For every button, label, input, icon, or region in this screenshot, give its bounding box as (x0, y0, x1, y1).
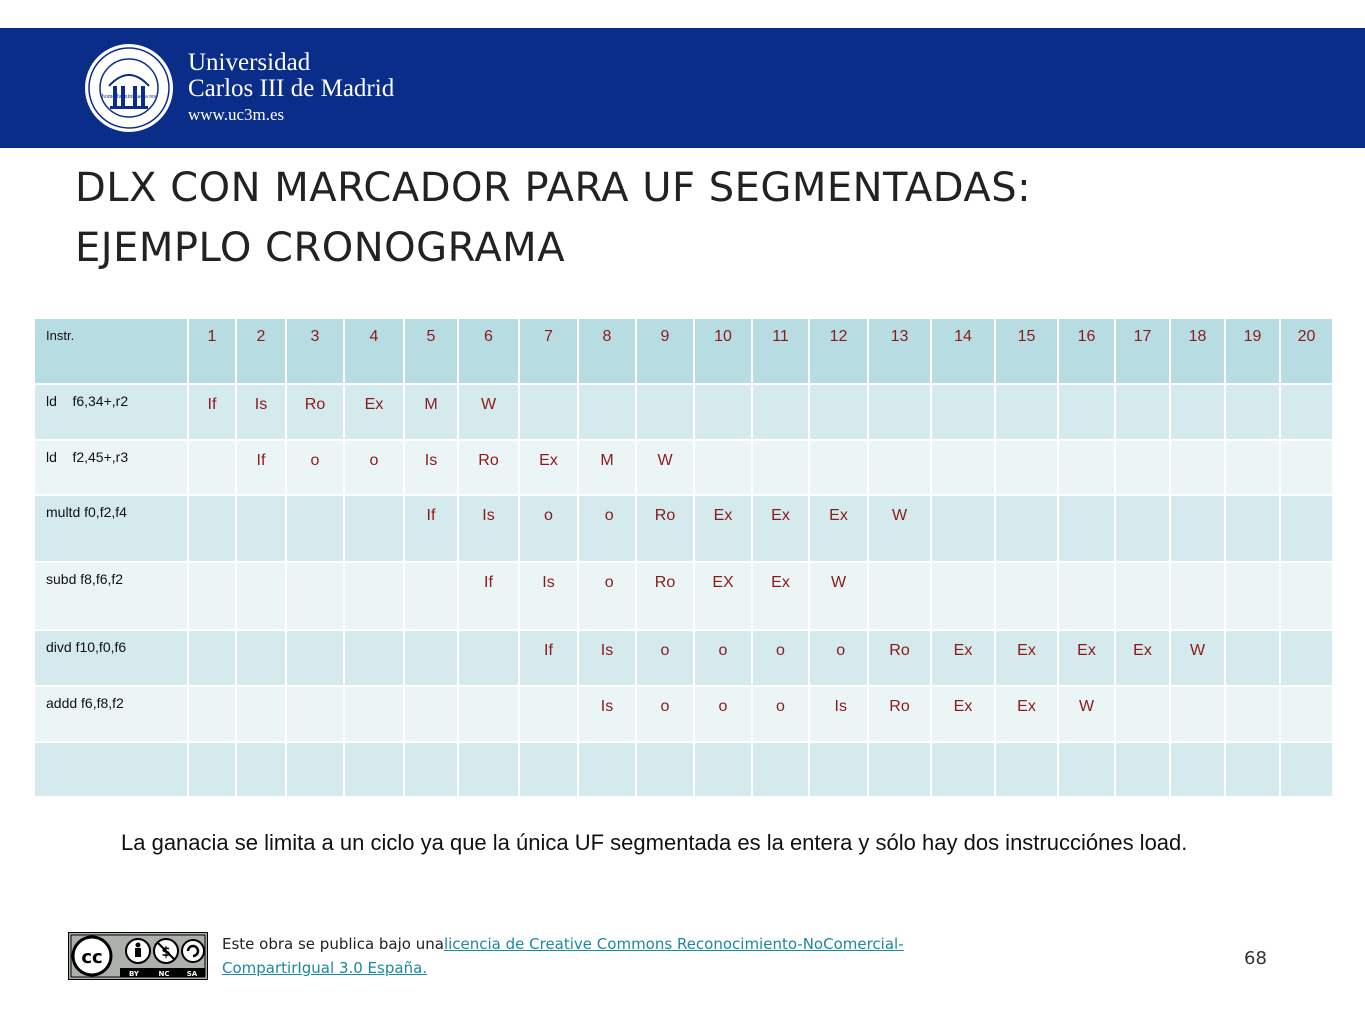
stage-cell (694, 440, 752, 495)
instruction-cell: multd f0,f2,f4 (34, 495, 188, 562)
stage-cell: EX (694, 562, 752, 630)
stage-cell: o (752, 630, 809, 686)
logo-url: www.uc3m.es (188, 105, 285, 124)
creative-commons-badge-icon[interactable] (68, 932, 208, 980)
badge-nc: NC (158, 970, 170, 978)
stage-cell (1115, 495, 1170, 562)
cycle-header-cell: 20 (1280, 318, 1333, 384)
stage-cell (1280, 495, 1333, 562)
stage-cell (868, 742, 931, 797)
svg-text:cc: cc (81, 947, 103, 968)
stage-cell (1115, 440, 1170, 495)
instruction-cell: subd f8,f6,f2 (34, 562, 188, 630)
stage-cell: Ro (868, 630, 931, 686)
stage-cell (1280, 742, 1333, 797)
stage-cell (344, 495, 404, 562)
stage-cell: Ex (1115, 630, 1170, 686)
table-row (34, 440, 1333, 495)
stage-cell (236, 495, 286, 562)
stage-cell (188, 440, 236, 495)
stage-cell (519, 384, 578, 440)
cycle-header-cell: 18 (1170, 318, 1225, 384)
stage-cell (1058, 384, 1115, 440)
stage-cell: Is (404, 440, 458, 495)
stage-cell: Is (809, 686, 868, 742)
table-row (34, 742, 1333, 797)
stage-cell (1058, 440, 1115, 495)
stage-cell (344, 630, 404, 686)
stage-cell (286, 686, 344, 742)
stage-cell (1170, 562, 1225, 630)
stage-cell (995, 440, 1058, 495)
cycle-header-cell: 15 (995, 318, 1058, 384)
table-header-row (34, 318, 1333, 384)
stage-cell (286, 562, 344, 630)
stage-cell: o (694, 630, 752, 686)
cycle-header-cell: 16 (1058, 318, 1115, 384)
stage-cell: Ro (286, 384, 344, 440)
explanation-note: La ganacia se limita a un ciclo ya que la única UF segmentada es la entera y sólo hay dos instrucciónes load. (121, 830, 1188, 855)
stage-cell (809, 440, 868, 495)
stage-cell (519, 742, 578, 797)
stage-cell (636, 384, 694, 440)
university-seal-icon (83, 42, 175, 134)
stage-cell: Is (578, 686, 636, 742)
instruction-cell: divd f10,f0,f6 (34, 630, 188, 686)
stage-cell (404, 630, 458, 686)
badge-sa: SA (186, 970, 198, 978)
stage-cell: Ex (995, 630, 1058, 686)
stage-cell: Ex (931, 630, 995, 686)
stage-cell: Ex (752, 562, 809, 630)
cycle-header-cell: 9 (636, 318, 694, 384)
stage-cell: Ex (995, 686, 1058, 742)
stage-cell (1170, 686, 1225, 742)
stage-cell (578, 384, 636, 440)
stage-cell (1058, 562, 1115, 630)
stage-cell: Ex (694, 495, 752, 562)
license-prefix: Este obra se publica bajo una (222, 935, 444, 953)
stage-cell (188, 630, 236, 686)
stage-cell: o (578, 495, 636, 562)
pipeline-timing-table (33, 317, 1334, 798)
stage-cell (636, 742, 694, 797)
stage-cell (1170, 440, 1225, 495)
stage-cell: If (404, 495, 458, 562)
cycle-header-cell: 8 (578, 318, 636, 384)
slide-title-line2: EJEMPLO CRONOGRAMA (75, 225, 566, 271)
badge-by: BY (128, 970, 140, 978)
stage-cell (1280, 384, 1333, 440)
stage-cell (868, 562, 931, 630)
stage-cell: If (519, 630, 578, 686)
stage-cell (404, 562, 458, 630)
stage-cell (344, 742, 404, 797)
license-notice (222, 932, 922, 980)
stage-cell: If (458, 562, 519, 630)
stage-cell (236, 630, 286, 686)
stage-cell: o (519, 495, 578, 562)
stage-cell: Ex (344, 384, 404, 440)
stage-cell: o (578, 562, 636, 630)
stage-cell (931, 562, 995, 630)
stage-cell: If (188, 384, 236, 440)
table-row (34, 686, 1333, 742)
stage-cell (1280, 562, 1333, 630)
svg-text:$: $ (161, 945, 171, 960)
pipeline-table-body (34, 318, 1333, 797)
stage-cell (694, 742, 752, 797)
stage-cell (931, 742, 995, 797)
stage-cell (1115, 562, 1170, 630)
stage-cell: W (809, 562, 868, 630)
stage-cell (188, 686, 236, 742)
instruction-cell: ld f2,45+,r3 (34, 440, 188, 495)
stage-cell: o (636, 630, 694, 686)
stage-cell: Ex (931, 686, 995, 742)
stage-cell: Ro (458, 440, 519, 495)
stage-cell: W (636, 440, 694, 495)
stage-cell (519, 686, 578, 742)
stage-cell: W (1170, 630, 1225, 686)
stage-cell (188, 562, 236, 630)
stage-cell (458, 686, 519, 742)
stage-cell (458, 630, 519, 686)
stage-cell (1170, 495, 1225, 562)
logo-university: Universidad (188, 49, 311, 76)
stage-cell: Ro (868, 686, 931, 742)
cycle-header-cell: 7 (519, 318, 578, 384)
stage-cell (694, 384, 752, 440)
stage-cell (1225, 440, 1280, 495)
table-row (34, 384, 1333, 440)
cycle-header-cell: 5 (404, 318, 458, 384)
stage-cell: M (578, 440, 636, 495)
cycle-header-cell: 12 (809, 318, 868, 384)
stage-cell (931, 384, 995, 440)
stage-cell (188, 742, 236, 797)
stage-cell (1280, 686, 1333, 742)
stage-cell: Is (519, 562, 578, 630)
license-link[interactable]: licencia de Creative Commons Reconocimiento-NoComercial-CompartirIgual 3.0 España. (222, 935, 904, 977)
cycle-header-cell: 3 (286, 318, 344, 384)
stage-cell (752, 440, 809, 495)
stage-cell: W (868, 495, 931, 562)
stage-cell (752, 384, 809, 440)
table-row (34, 562, 1333, 630)
stage-cell (1280, 630, 1333, 686)
stage-cell: Ex (1058, 630, 1115, 686)
cycle-header-cell: 1 (188, 318, 236, 384)
stage-cell (578, 742, 636, 797)
stage-cell (868, 440, 931, 495)
stage-cell (344, 686, 404, 742)
university-logo-text (188, 50, 394, 126)
stage-cell: o (752, 686, 809, 742)
stage-cell (1225, 686, 1280, 742)
stage-cell: Ex (809, 495, 868, 562)
stage-cell (931, 440, 995, 495)
stage-cell: o (344, 440, 404, 495)
stage-cell (1225, 495, 1280, 562)
cycle-header-cell: 10 (694, 318, 752, 384)
stage-cell (995, 495, 1058, 562)
cycle-header-cell: 14 (931, 318, 995, 384)
stage-cell: o (636, 686, 694, 742)
stage-cell: o (286, 440, 344, 495)
slide-title (75, 158, 1275, 278)
stage-cell (458, 742, 519, 797)
cycle-header-cell: 11 (752, 318, 809, 384)
stage-cell (868, 384, 931, 440)
stage-cell: Ro (636, 562, 694, 630)
page-number: 68 (1244, 948, 1267, 969)
cycle-header-cell: 4 (344, 318, 404, 384)
stage-cell (809, 742, 868, 797)
slide-title-line1: DLX CON MARCADOR PARA UF SEGMENTADAS: (75, 165, 1032, 211)
stage-cell (1280, 440, 1333, 495)
stage-cell (1225, 562, 1280, 630)
instruction-cell (34, 742, 188, 797)
stage-cell (236, 742, 286, 797)
stage-cell: Ro (636, 495, 694, 562)
table-row (34, 495, 1333, 562)
stage-cell (1170, 384, 1225, 440)
stage-cell (1058, 495, 1115, 562)
stage-cell (1170, 742, 1225, 797)
header-corner-cell: Instr. (34, 318, 188, 384)
cycle-header-cell: 19 (1225, 318, 1280, 384)
stage-cell (188, 495, 236, 562)
stage-cell (995, 562, 1058, 630)
stage-cell: o (809, 630, 868, 686)
instruction-cell: addd f6,f8,f2 (34, 686, 188, 742)
stage-cell (1115, 384, 1170, 440)
stage-cell (1058, 742, 1115, 797)
cycle-header-cell: 6 (458, 318, 519, 384)
stage-cell: W (1058, 686, 1115, 742)
stage-cell (286, 495, 344, 562)
stage-cell (752, 742, 809, 797)
stage-cell: Ex (519, 440, 578, 495)
stage-cell (286, 630, 344, 686)
stage-cell (404, 686, 458, 742)
logo-name: Carlos III de Madrid (188, 75, 395, 102)
table-row (34, 630, 1333, 686)
stage-cell (995, 742, 1058, 797)
stage-cell (1225, 630, 1280, 686)
stage-cell: Is (236, 384, 286, 440)
stage-cell: Is (578, 630, 636, 686)
stage-cell (1225, 384, 1280, 440)
stage-cell: Ex (752, 495, 809, 562)
stage-cell: o (694, 686, 752, 742)
stage-cell (1115, 742, 1170, 797)
cycle-header-cell: 13 (868, 318, 931, 384)
stage-cell (1115, 686, 1170, 742)
cycle-header-cell: 2 (236, 318, 286, 384)
stage-cell (286, 742, 344, 797)
instruction-cell: ld f6,34+,r2 (34, 384, 188, 440)
stage-cell: W (458, 384, 519, 440)
stage-cell (344, 562, 404, 630)
stage-cell (1225, 742, 1280, 797)
seal-motto: homo homini sacra res (101, 94, 157, 100)
stage-cell (931, 495, 995, 562)
stage-cell: M (404, 384, 458, 440)
stage-cell (404, 742, 458, 797)
stage-cell: If (236, 440, 286, 495)
stage-cell (236, 686, 286, 742)
stage-cell (809, 384, 868, 440)
stage-cell: Is (458, 495, 519, 562)
stage-cell (995, 384, 1058, 440)
stage-cell (236, 562, 286, 630)
cycle-header-cell: 17 (1115, 318, 1170, 384)
